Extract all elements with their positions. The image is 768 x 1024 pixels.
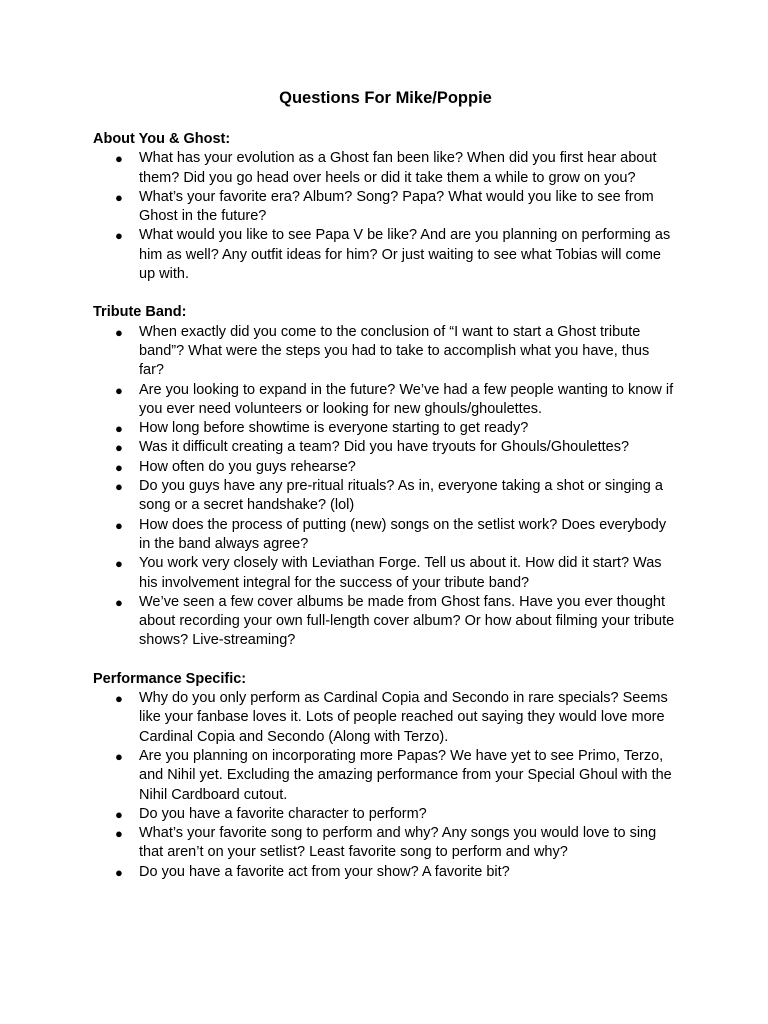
question-text: What would you like to see Papa V be like? And are you planning on performing as him as well? Any outfit ideas for him? Or just waiting to see what Tobias will come up with. (139, 227, 671, 283)
bullet-icon: ● (115, 479, 123, 495)
question-text: Why do you only perform as Cardinal Copia and Secondo in rare specials? Seems like your fanbase loves it. Lots of people reached out saying they would love more Cardinal Copia and Secondo (Along with Terzo). (139, 690, 668, 745)
question-item (93, 438, 678, 457)
bullet-icon: ● (115, 440, 123, 456)
bullet-icon: ● (115, 748, 123, 764)
document-title: Questions For Mike/Poppie (279, 89, 492, 107)
bullet-icon: ● (115, 864, 123, 880)
bullet-icon: ● (115, 324, 123, 340)
question-text: What’s your favorite era? Album? Song? Papa? What would you like to see from Ghost in the future? (139, 188, 654, 225)
question-text: Was it difficult creating a team? Did you have tryouts for Ghouls/Ghoulettes? (139, 439, 630, 456)
bullet-icon: ● (115, 151, 123, 167)
question-item (93, 226, 678, 284)
question-text: Do you have a favorite character to perform? (139, 805, 427, 822)
question-section (93, 130, 678, 284)
section-heading: Tribute Band: (93, 304, 187, 321)
bullet-icon: ● (115, 421, 123, 437)
question-text: Are you looking to expand in the future? We’ve had a few people wanting to know if you ever need volunteers or looking for new ghouls/ghoulettes. (139, 381, 674, 417)
question-section (93, 303, 678, 650)
question-section (93, 670, 678, 882)
question-list (93, 149, 678, 284)
question-item (93, 863, 678, 882)
bullet-icon: ● (115, 382, 123, 398)
question-text: Do you guys have any pre-ritual rituals? As in, everyone taking a shot or singing a song or a secret handshake? (lol) (139, 478, 663, 514)
bullet-icon: ● (115, 691, 123, 707)
question-item (93, 323, 678, 381)
question-item (93, 824, 678, 863)
question-item (93, 477, 678, 516)
question-text: When exactly did you come to the conclusion of “I want to start a Ghost tribute band”? What were the steps you had to take to accomplish what you have, thus far? (139, 323, 650, 379)
question-text: We’ve seen a few cover albums be made from Ghost fans. Have you ever thought about recording your own full-length cover album? Or how about filming your tribute shows? Live-streaming? (139, 593, 675, 649)
question-text: Do you have a favorite act from your show? A favorite bit? (139, 863, 510, 880)
section-heading: Performance Specific: (93, 670, 247, 687)
question-text: How does the process of putting (new) songs on the setlist work? Does everybody in the band always agree? (139, 516, 667, 552)
bullet-icon: ● (115, 556, 123, 572)
bullet-icon: ● (115, 189, 123, 205)
question-text: How often do you guys rehearse? (139, 458, 356, 475)
question-item (93, 805, 678, 824)
question-text: Are you planning on incorporating more Papas? We have yet to see Primo, Terzo, and Nihil yet. Excluding the amazing performance from your Special Ghoul with the Nihil Cardboard cutout. (139, 747, 672, 803)
section-heading: About You & Ghost: (93, 131, 231, 147)
question-item (93, 516, 678, 555)
question-text: What’s your favorite song to perform and why? Any songs you would love to sing that aren’t on your setlist? Least favorite song to perform and why? (139, 825, 657, 861)
bullet-icon: ● (115, 806, 123, 822)
bullet-icon: ● (115, 517, 123, 533)
document-body (93, 130, 678, 882)
question-item (93, 381, 678, 420)
question-item (93, 188, 678, 227)
question-item (93, 689, 678, 747)
question-item (93, 458, 678, 477)
question-item (93, 593, 678, 651)
bullet-icon: ● (115, 594, 123, 610)
question-item (93, 554, 678, 593)
question-item (93, 149, 678, 188)
bullet-icon: ● (115, 459, 123, 475)
question-list (93, 323, 678, 651)
bullet-icon: ● (115, 228, 123, 244)
question-text: How long before showtime is everyone starting to get ready? (139, 420, 529, 437)
question-list (93, 689, 678, 882)
question-text: What has your evolution as a Ghost fan been like? When did you first hear about them? Did you go head over heels or did it take them a while to grow on you? (139, 150, 657, 186)
question-text: You work very closely with Leviathan Forge. Tell us about it. How did it start? Was his involvement integral for the success of your tribute band? (139, 555, 662, 591)
question-item (93, 419, 678, 438)
bullet-icon: ● (115, 826, 123, 842)
question-item (93, 747, 678, 805)
